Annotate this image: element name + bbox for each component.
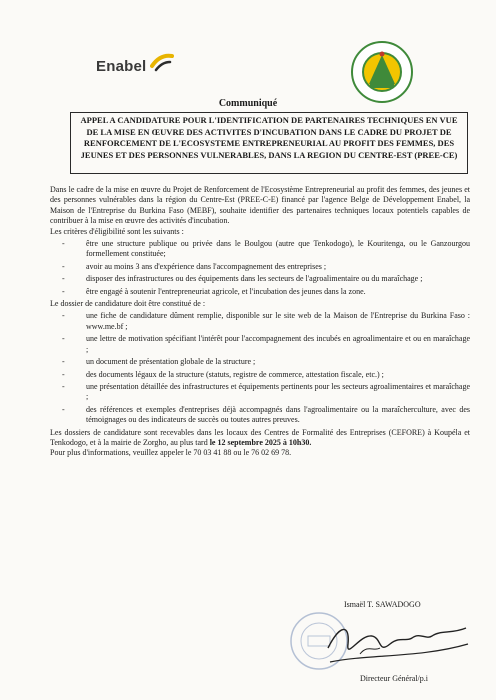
handwritten-signature bbox=[320, 614, 470, 670]
title-box bbox=[70, 112, 468, 174]
deadline: le 12 septembre 2025 à 10h30. bbox=[209, 437, 312, 447]
body-text bbox=[50, 185, 470, 459]
dossier-item: - une lettre de motivation spécifiant l'intérêt pour l'accompagnement des incubés en agroalimentaire et ou en maraîchage ; bbox=[50, 334, 470, 355]
signer-name: Ismaël T. SAWADOGO bbox=[344, 600, 421, 609]
enabel-logo bbox=[96, 58, 146, 75]
criteria-list bbox=[50, 239, 470, 297]
closing-text: Les dossiers de candidature sont recevables dans les locaux des Centres de Formalité des Entreprises (CEFORE) à Koupéla et Tenkodogo, et à la mairie de Zorgho, au plus tard bbox=[50, 427, 470, 447]
criteria-item: - avoir au moins 3 ans d'expérience dans l'accompagnement des entreprises ; bbox=[50, 262, 470, 272]
criteria-item: - être une structure publique ou privée dans le Boulgou (autre que Tenkodogo), le Kouritenga, ou le Ganzourgou formellement constituée; bbox=[50, 239, 470, 260]
dossier-item: - une présentation détaillée des infrastructures et équipements pertinents pour les secteurs agroalimentaires et maraîchage ; bbox=[50, 382, 470, 403]
criteria-heading: Les critères d'éligibilité sont les suivants : bbox=[50, 226, 184, 236]
closing-paragraph bbox=[50, 428, 470, 449]
communique-label: Communiqué bbox=[218, 98, 278, 109]
criteria-item: - être engagé à soutenir l'entrepreneuriat agricole, et l'incubation des jeunes dans la zone. bbox=[50, 287, 470, 297]
signer-title: Directeur Général/p.i bbox=[360, 674, 428, 683]
mebf-seal-logo bbox=[350, 40, 414, 104]
criteria-item: - disposer des infrastructures ou des équipements dans les secteurs de l'agroalimentaire ou du maraîchage ; bbox=[50, 274, 470, 284]
intro-paragraph: Dans le cadre de la mise en œuvre du Projet de Renforcement de l'Ecosystème Entrepreneurial au profit des femmes, des jeunes et des personnes vulnérables dans la région du Centre-Est (PREE-C-E) financé par l'agence Belge de Développement Enabel, la Maison de l'Entreprise du Burkina Faso (MEBF), souhaite identifier des partenaires techniques locaux potentiels capables de contribuer à la mise en œuvre des activités d'incubation. bbox=[50, 185, 470, 226]
contact-line: Pour plus d'informations, veuillez appeler le 70 03 41 88 ou le 76 02 69 78. bbox=[50, 448, 292, 458]
enabel-logo-text: Enabel bbox=[96, 58, 147, 75]
dossier-list bbox=[50, 311, 470, 425]
dossier-item: - des références et exemples d'entreprises déjà accompagnés dans l'agroalimentaire ou la maraîcherculture, avec des témoignages ou des indicateurs de succès ou toutes autres preuves. bbox=[50, 405, 470, 426]
dossier-item: - un document de présentation globale de la structure ; bbox=[50, 357, 470, 367]
dossier-item: - des documents légaux de la structure (statuts, registre de commerce, attestation fiscale, etc.) ; bbox=[50, 370, 470, 380]
dossier-item: - une fiche de candidature dûment remplie, disponible sur le site web de la Maison de l'Entreprise du Burkina Faso : www.me.bf ; bbox=[50, 311, 470, 332]
signature-block bbox=[260, 600, 480, 695]
dossier-heading: Le dossier de candidature doit être constitué de : bbox=[50, 299, 206, 309]
enabel-mark-icon bbox=[150, 52, 174, 74]
document-title: APPEL A CANDIDATURE POUR L'IDENTIFICATION DE PARTENAIRES TECHNIQUES EN VUE DE LA MISE EN ŒUVRE DES ACTIVITES D'INCUBATION DANS LE CADRE DU PROJET DE RENFORCEMENT DE L'ECOSYSTEME ENTREPRENEURIAL AU PROFIT DES FEMMES, DES JEUNES ET DES PERSONNES VULNERABLES, DANS LA REGION DU CENTRE-EST (PREE-CE) bbox=[80, 115, 458, 160]
